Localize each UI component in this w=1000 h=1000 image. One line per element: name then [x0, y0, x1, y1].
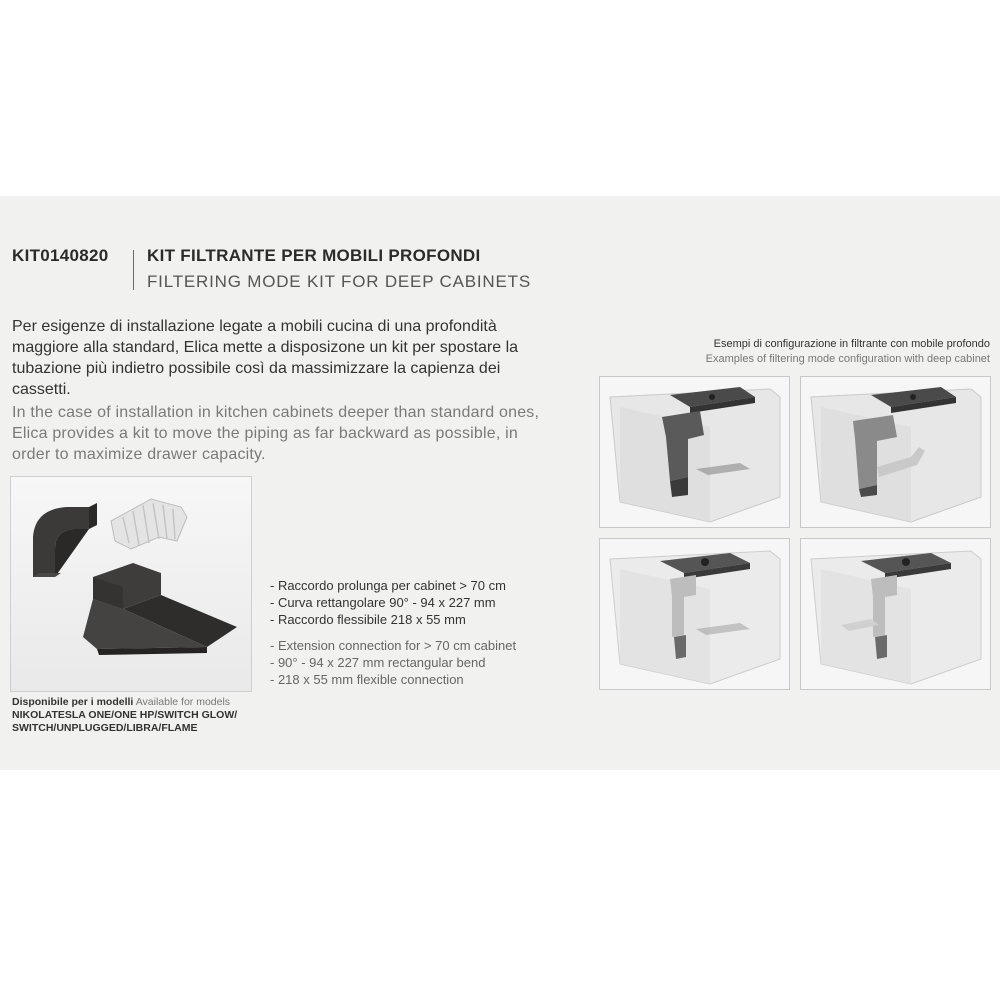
feature-item: - 218 x 55 mm flexible connection: [270, 672, 464, 687]
models-line-2: SWITCH/UNPLUGGED/LIBRA/FLAME: [12, 722, 198, 734]
feature-item: - Extension connection for > 70 cm cabinet: [270, 638, 517, 653]
kit-components-illustration: [11, 477, 251, 691]
product-photo: [10, 476, 252, 692]
feature-list-italian: [270, 577, 506, 628]
cabinet-config-illustration-3: [600, 539, 789, 689]
cabinet-config-illustration-4: [801, 539, 990, 689]
availability-label-english: Available for models: [135, 696, 231, 708]
title-divider: [133, 250, 134, 290]
config-example-2: [800, 376, 991, 528]
models-line-1: NIKOLATESLA ONE/ONE HP/SWITCH GLOW/: [12, 709, 238, 721]
availability-note: [12, 696, 262, 735]
feature-list-english: [270, 637, 516, 688]
cabinet-config-illustration-1: [600, 377, 789, 527]
examples-caption-italian: Esempi di configurazione in filtrante con mobile profondo: [713, 338, 990, 350]
feature-item: - 90° - 94 x 227 mm rectangular bend: [270, 655, 486, 670]
feature-item: - Raccordo prolunga per cabinet > 70 cm: [270, 578, 506, 593]
feature-item: - Raccordo flessibile 218 x 55 mm: [270, 612, 466, 627]
config-example-4: [800, 538, 991, 690]
title-english: FILTERING MODE KIT FOR DEEP CABINETS: [147, 272, 531, 291]
examples-caption-english: Examples of filtering mode configuration with deep cabinet: [705, 353, 990, 365]
product-code: KIT0140820: [12, 246, 109, 265]
availability-label-italian: Disponibile per i modelli: [12, 696, 134, 708]
content-panel: [0, 196, 1000, 770]
title-italian: KIT FILTRANTE PER MOBILI PROFONDI: [147, 246, 481, 265]
config-example-1: [599, 376, 790, 528]
intro-text-english: In the case of installation in kitchen cabinets deeper than standard ones, Elica provides a kit to move the piping as far backward as possible, in order to maximize drawer capacity.: [12, 404, 540, 463]
config-example-3: [599, 538, 790, 690]
feature-item: - Curva rettangolare 90° - 94 x 227 mm: [270, 595, 496, 610]
intro-text-italian: Per esigenze di installazione legate a mobili cucina di una profondità maggiore alla standard, Elica mette a disposizone un kit per spostare la tubazione più indietro possibile così da massimizzare la capienza dei cassetti.: [12, 318, 519, 398]
cabinet-config-illustration-2: [801, 377, 990, 527]
